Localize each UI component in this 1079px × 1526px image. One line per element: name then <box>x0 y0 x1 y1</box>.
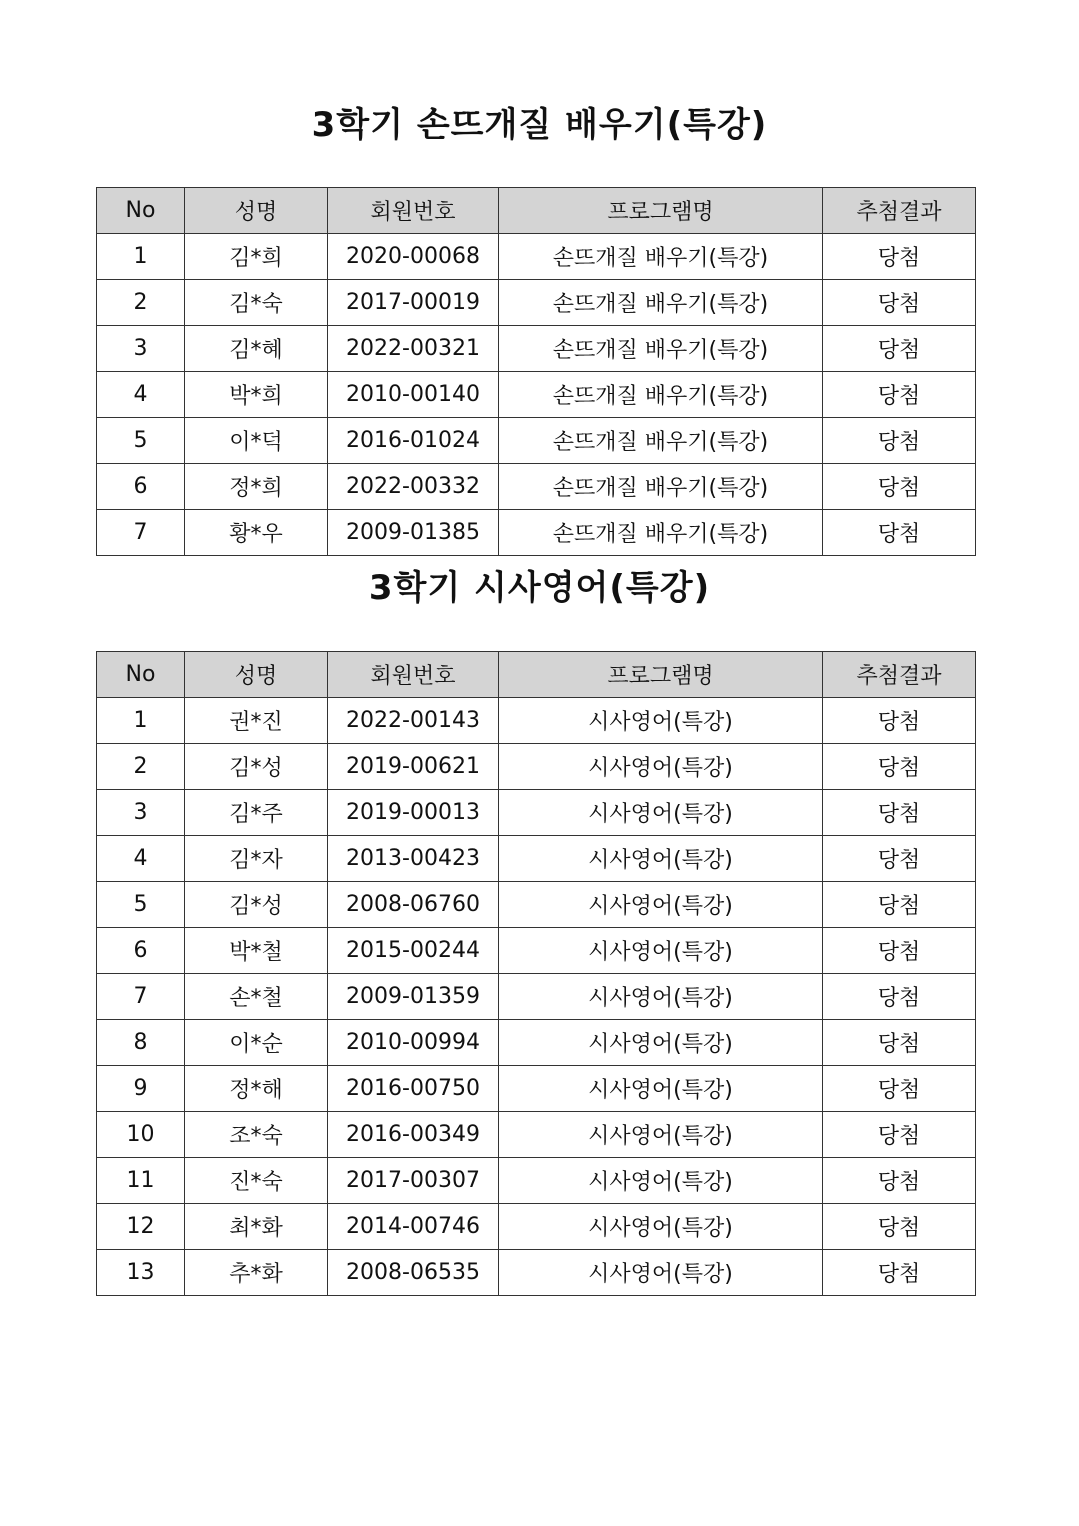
cell-program: 손뜨개질 배우기(특강) <box>499 280 823 326</box>
header-no: No <box>97 188 185 234</box>
cell-program: 시사영어(특강) <box>499 1204 823 1250</box>
cell-no: 9 <box>97 1066 185 1112</box>
cell-no: 12 <box>97 1204 185 1250</box>
cell-result: 당첨 <box>823 974 976 1020</box>
cell-program: 시사영어(특강) <box>499 1158 823 1204</box>
table-row <box>97 836 976 882</box>
header-member-no: 회원번호 <box>328 652 499 698</box>
cell-result: 당첨 <box>823 1066 976 1112</box>
table-header-row <box>97 652 976 698</box>
cell-result: 당첨 <box>823 698 976 744</box>
cell-no: 2 <box>97 280 185 326</box>
cell-program: 손뜨개질 배우기(특강) <box>499 372 823 418</box>
header-result: 추첨결과 <box>823 652 976 698</box>
cell-name: 김*성 <box>185 744 328 790</box>
cell-member-no: 2017-00019 <box>328 280 499 326</box>
cell-result: 당첨 <box>823 1112 976 1158</box>
cell-result: 당첨 <box>823 464 976 510</box>
table-header-row <box>97 188 976 234</box>
cell-no: 13 <box>97 1250 185 1296</box>
cell-no: 6 <box>97 464 185 510</box>
cell-name: 추*화 <box>185 1250 328 1296</box>
cell-member-no: 2009-01385 <box>328 510 499 556</box>
cell-program: 시사영어(특강) <box>499 928 823 974</box>
cell-program: 시사영어(특강) <box>499 974 823 1020</box>
cell-program: 손뜨개질 배우기(특강) <box>499 464 823 510</box>
table-row <box>97 1020 976 1066</box>
cell-result: 당첨 <box>823 1020 976 1066</box>
cell-member-no: 2019-00013 <box>328 790 499 836</box>
cell-result: 당첨 <box>823 1158 976 1204</box>
cell-name: 김*숙 <box>185 280 328 326</box>
table-row <box>97 744 976 790</box>
table-row <box>97 510 976 556</box>
table-row <box>97 1250 976 1296</box>
cell-program: 시사영어(특강) <box>499 836 823 882</box>
cell-member-no: 2022-00332 <box>328 464 499 510</box>
cell-no: 3 <box>97 326 185 372</box>
cell-member-no: 2013-00423 <box>328 836 499 882</box>
cell-no: 1 <box>97 698 185 744</box>
header-program: 프로그램명 <box>499 652 823 698</box>
cell-program: 시사영어(특강) <box>499 1250 823 1296</box>
cell-result: 당첨 <box>823 882 976 928</box>
current-english-table-body <box>97 698 976 1296</box>
header-no: No <box>97 652 185 698</box>
cell-name: 이*덕 <box>185 418 328 464</box>
cell-program: 시사영어(특강) <box>499 1066 823 1112</box>
cell-name: 김*혜 <box>185 326 328 372</box>
cell-result: 당첨 <box>823 234 976 280</box>
cell-no: 8 <box>97 1020 185 1066</box>
cell-member-no: 2010-00140 <box>328 372 499 418</box>
cell-name: 이*순 <box>185 1020 328 1066</box>
cell-name: 김*성 <box>185 882 328 928</box>
table-row <box>97 464 976 510</box>
knitting-results-table <box>96 187 976 556</box>
cell-member-no: 2015-00244 <box>328 928 499 974</box>
cell-member-no: 2016-00349 <box>328 1112 499 1158</box>
current-english-results-table <box>96 651 976 1296</box>
cell-no: 5 <box>97 882 185 928</box>
table-row <box>97 928 976 974</box>
cell-member-no: 2017-00307 <box>328 1158 499 1204</box>
table-row <box>97 234 976 280</box>
cell-name: 손*철 <box>185 974 328 1020</box>
table-row <box>97 372 976 418</box>
cell-name: 정*희 <box>185 464 328 510</box>
cell-no: 7 <box>97 510 185 556</box>
cell-member-no: 2014-00746 <box>328 1204 499 1250</box>
cell-member-no: 2022-00321 <box>328 326 499 372</box>
cell-no: 10 <box>97 1112 185 1158</box>
cell-result: 당첨 <box>823 1204 976 1250</box>
table-row <box>97 698 976 744</box>
cell-result: 당첨 <box>823 836 976 882</box>
header-program: 프로그램명 <box>499 188 823 234</box>
cell-result: 당첨 <box>823 418 976 464</box>
cell-member-no: 2016-00750 <box>328 1066 499 1112</box>
cell-result: 당첨 <box>823 790 976 836</box>
cell-program: 시사영어(특강) <box>499 882 823 928</box>
cell-result: 당첨 <box>823 280 976 326</box>
cell-no: 1 <box>97 234 185 280</box>
cell-program: 시사영어(특강) <box>499 1020 823 1066</box>
cell-name: 김*자 <box>185 836 328 882</box>
cell-result: 당첨 <box>823 510 976 556</box>
cell-no: 2 <box>97 744 185 790</box>
cell-member-no: 2010-00994 <box>328 1020 499 1066</box>
table-row <box>97 1112 976 1158</box>
cell-name: 김*희 <box>185 234 328 280</box>
cell-program: 시사영어(특강) <box>499 698 823 744</box>
cell-member-no: 2020-00068 <box>328 234 499 280</box>
cell-no: 7 <box>97 974 185 1020</box>
cell-no: 11 <box>97 1158 185 1204</box>
table-row <box>97 326 976 372</box>
cell-program: 손뜨개질 배우기(특강) <box>499 234 823 280</box>
table-row <box>97 418 976 464</box>
cell-program: 손뜨개질 배우기(특강) <box>499 418 823 464</box>
cell-name: 조*숙 <box>185 1112 328 1158</box>
cell-name: 김*주 <box>185 790 328 836</box>
cell-member-no: 2008-06535 <box>328 1250 499 1296</box>
cell-name: 권*진 <box>185 698 328 744</box>
cell-member-no: 2008-06760 <box>328 882 499 928</box>
cell-program: 시사영어(특강) <box>499 790 823 836</box>
cell-program: 손뜨개질 배우기(특강) <box>499 326 823 372</box>
cell-no: 4 <box>97 372 185 418</box>
cell-no: 6 <box>97 928 185 974</box>
cell-name: 진*숙 <box>185 1158 328 1204</box>
cell-program: 시사영어(특강) <box>499 1112 823 1158</box>
table-row <box>97 882 976 928</box>
cell-member-no: 2019-00621 <box>328 744 499 790</box>
cell-name: 정*해 <box>185 1066 328 1112</box>
cell-member-no: 2022-00143 <box>328 698 499 744</box>
header-member-no: 회원번호 <box>328 188 499 234</box>
cell-name: 박*철 <box>185 928 328 974</box>
cell-result: 당첨 <box>823 928 976 974</box>
cell-name: 황*우 <box>185 510 328 556</box>
cell-result: 당첨 <box>823 1250 976 1296</box>
table-row <box>97 1066 976 1112</box>
cell-name: 박*희 <box>185 372 328 418</box>
table-row <box>97 790 976 836</box>
table-row <box>97 280 976 326</box>
header-name: 성명 <box>185 188 328 234</box>
cell-result: 당첨 <box>823 744 976 790</box>
cell-result: 당첨 <box>823 326 976 372</box>
cell-member-no: 2009-01359 <box>328 974 499 1020</box>
cell-no: 5 <box>97 418 185 464</box>
cell-result: 당첨 <box>823 372 976 418</box>
table-row <box>97 1158 976 1204</box>
table-row <box>97 974 976 1020</box>
cell-no: 3 <box>97 790 185 836</box>
section-title-current-english: 3학기 시사영어(특강) <box>368 568 711 608</box>
cell-program: 시사영어(특강) <box>499 744 823 790</box>
knitting-table-body <box>97 234 976 556</box>
header-name: 성명 <box>185 652 328 698</box>
cell-program: 손뜨개질 배우기(특강) <box>499 510 823 556</box>
cell-member-no: 2016-01024 <box>328 418 499 464</box>
table-row <box>97 1204 976 1250</box>
section-title-knitting: 3학기 손뜨개질 배우기(특강) <box>311 105 768 145</box>
header-result: 추첨결과 <box>823 188 976 234</box>
cell-name: 최*화 <box>185 1204 328 1250</box>
cell-no: 4 <box>97 836 185 882</box>
